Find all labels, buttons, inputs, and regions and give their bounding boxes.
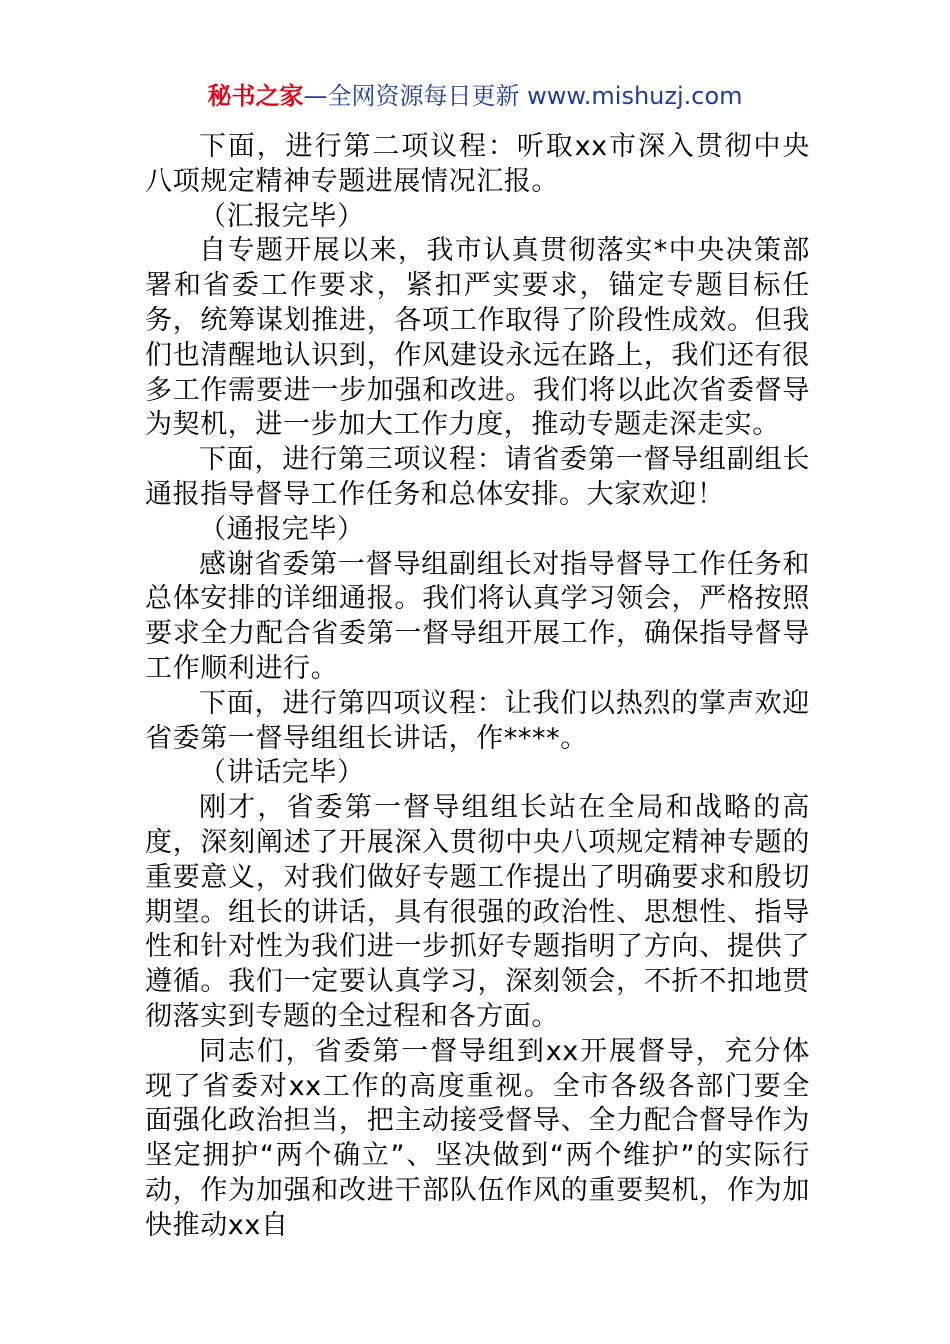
brand-name: 秘书之家 bbox=[207, 82, 304, 110]
paragraph-thanks: 感谢省委第一督导组副组长对指导督导工作任务和总体安排的详细通报。我们将认真学习领会，严格按照要求全力配合省委第一督导组开展工作，确保指导督导工作顺利进行。 bbox=[145, 548, 810, 684]
note-briefing-complete: （通报完毕） bbox=[199, 513, 365, 545]
paragraph-agenda-3: 下面，进行第三项议程：请省委第一督导组副组长通报指导督导工作任务和总体安排。大家欢迎！ bbox=[145, 444, 810, 510]
note-speech-complete: （讲话完毕） bbox=[199, 757, 365, 789]
site-url-link[interactable]: www.mishuzj.com bbox=[527, 82, 743, 110]
document-body bbox=[145, 130, 810, 1244]
paragraph-comrades: 同志们，省委第一督导组到xx开展督导，充分体现了省委对xx工作的高度重视。全市各级各部门要全面强化政治担当，把主动接受督导、全力配合督导作为坚定拥护“两个确立”、坚决做到“两个维护”的实际行动，作为加强和改进干部队伍作风的重要契机，作为加快推动xx自 bbox=[145, 1035, 810, 1241]
paragraph-agenda-4: 下面，进行第四项议程：让我们以热烈的掌声欢迎省委第一督导组组长讲话，作****。 bbox=[145, 687, 810, 754]
page-header bbox=[0, 78, 950, 114]
note-report-complete: （汇报完毕） bbox=[199, 200, 365, 232]
paragraph-progress-summary: 自专题开展以来，我市认真贯彻落实*中央决策部署和省委工作要求，紧扣严实要求，锚定专题目标任务，统筹谋划推进，各项工作取得了阶段性成效。但我们也清醒地认识到，作风建设永远在路上，我们还有很多工作需要进一步加强和改进。我们将以此次省委督导为契机，进一步加大工作力度，推动专题走深走实。 bbox=[145, 235, 810, 441]
paragraph-agenda-2: 下面，进行第二项议程：听取xx市深入贯彻中央八项规定精神专题进展情况汇报。 bbox=[145, 131, 810, 197]
header-tagline: —全网资源每日更新 bbox=[303, 82, 520, 110]
paragraph-speech-summary: 刚才，省委第一督导组组长站在全局和战略的高度，深刻阐述了开展深入贯彻中央八项规定精神专题的重要意义，对我们做好专题工作提出了明确要求和殷切期望。组长的讲话，具有很强的政治性、思想性、指导性和针对性为我们进一步抓好专题指明了方向、提供了遵循。我们一定要认真学习，深刻领会，不折不扣地贯彻落实到专题的全过程和各方面。 bbox=[145, 792, 810, 1032]
